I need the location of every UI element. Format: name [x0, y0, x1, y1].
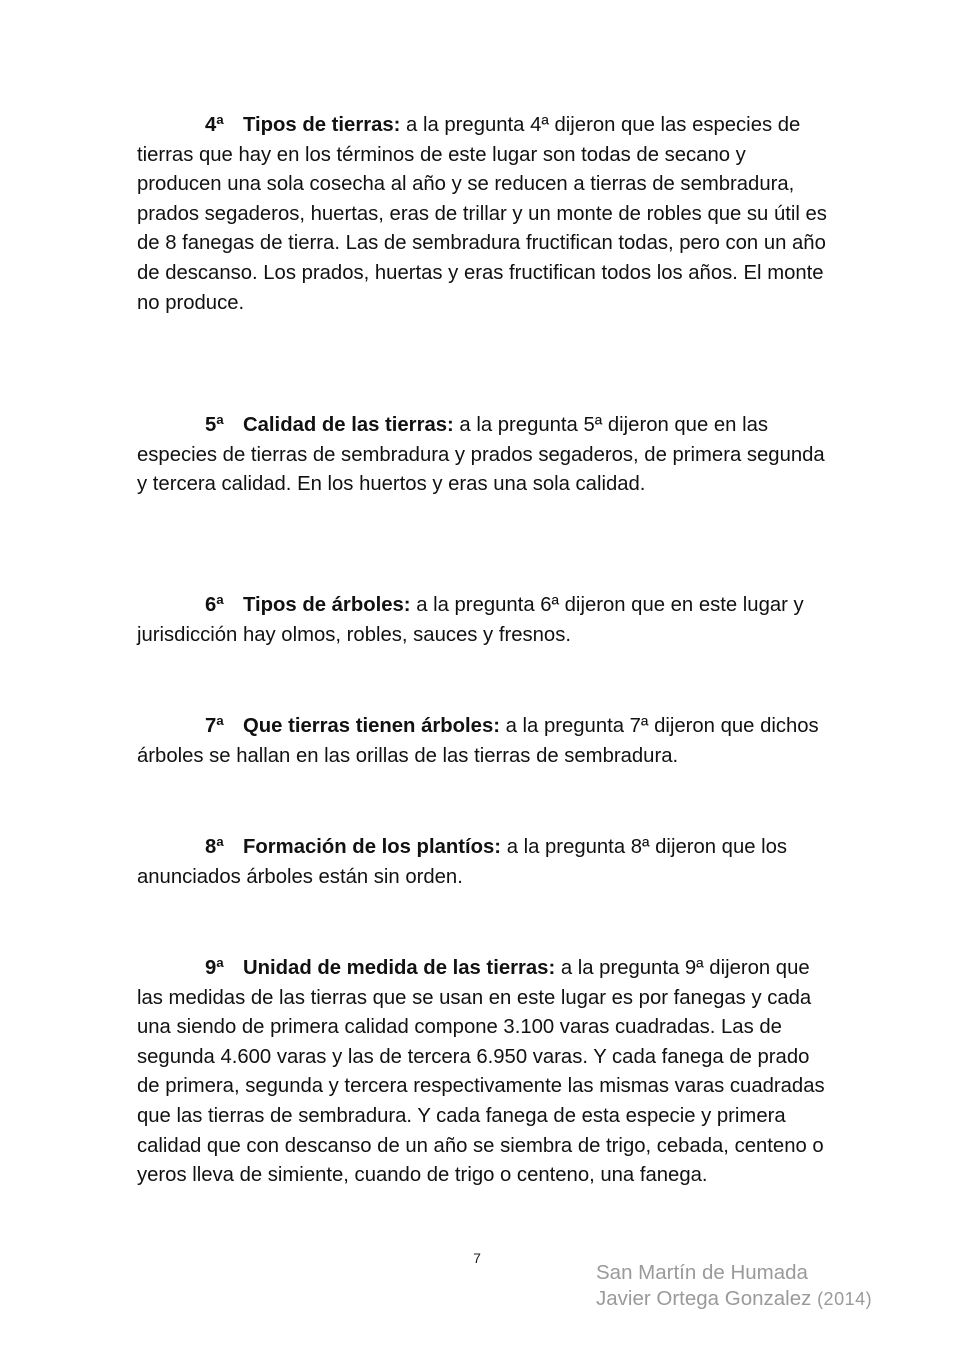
section-heading: Calidad de las tierras: [243, 414, 454, 436]
section-heading: Tipos de tierras: [243, 114, 401, 136]
section-7-que-tierras-tienen-arboles [137, 712, 827, 771]
section-number: 6ª [205, 594, 224, 616]
section-8-formacion-de-los-plantios [137, 833, 827, 892]
section-text: a la pregunta 4ª dijeron que las especies de tierras que hay en los términos de este lugar son todas de secano y producen una sola cosecha al año y se reducen a tierras de sembradura, prados segaderos, huertas, eras de trillar y un monte de robles que su útil es de 8 fanegas de tierra. Las de sembradura fructifican todas, pero con un año de descanso. Los prados, huertas y eras fructifican todos los años. El monte no produce. [137, 114, 827, 314]
section-text: a la pregunta 5ª dijeron que en las especies de tierras de sembradura y prados segaderos, de primera segunda y tercera calidad. En los huertos y eras una sola calidad. [137, 414, 825, 496]
section-heading: Formación de los plantíos: [243, 836, 502, 858]
section-4-tipos-de-tierras [137, 111, 827, 318]
section-number: 7ª [205, 715, 224, 737]
section-heading: Tipos de árboles: [243, 594, 411, 616]
section-text: a la pregunta 9ª dijeron que las medidas de las tierras que se usan en este lugar es por fanegas y cada una siendo de primera calidad compone 3.100 varas cuadradas. Las de segunda 4.600 varas y las de tercera 6.950 varas. Y cada fanega de prado de primera, segunda y tercera respectivamente las mismas varas cuadradas que las tierras de sembradura. Y cada fanega de esta especie y primera calidad que con descanso de un año se siembra de trigo, cebada, centeno o yeros lleva de simiente, cuando de trigo o centeno, una fanega. [137, 957, 825, 1187]
section-text: a la pregunta 8ª dijeron que los anunciados árboles están sin orden. [137, 836, 788, 888]
footer-year: (2014) [817, 1289, 873, 1309]
footer-author-line [596, 1286, 872, 1312]
section-number: 4ª [205, 114, 224, 136]
footer-author: Javier Ortega Gonzalez [596, 1287, 812, 1310]
section-number: 8ª [205, 836, 224, 858]
page-number: 7 [473, 1250, 481, 1266]
section-heading: Que tierras tienen árboles: [243, 715, 500, 737]
section-5-calidad-de-las-tierras [137, 411, 827, 500]
section-9-unidad-de-medida [137, 954, 827, 1191]
section-number: 9ª [205, 957, 224, 979]
section-text: a la pregunta 6ª dijeron que en este lugar y jurisdicción hay olmos, robles, sauces y fresnos. [137, 594, 804, 646]
section-heading: Unidad de medida de las tierras: [243, 957, 556, 979]
footer-credit [596, 1260, 872, 1312]
section-text: a la pregunta 7ª dijeron que dichos árboles se hallan en las orillas de las tierras de sembradura. [137, 715, 819, 767]
footer-place: San Martín de Humada [596, 1261, 808, 1284]
section-6-tipos-de-arboles [137, 591, 827, 650]
section-number: 5ª [205, 414, 224, 436]
